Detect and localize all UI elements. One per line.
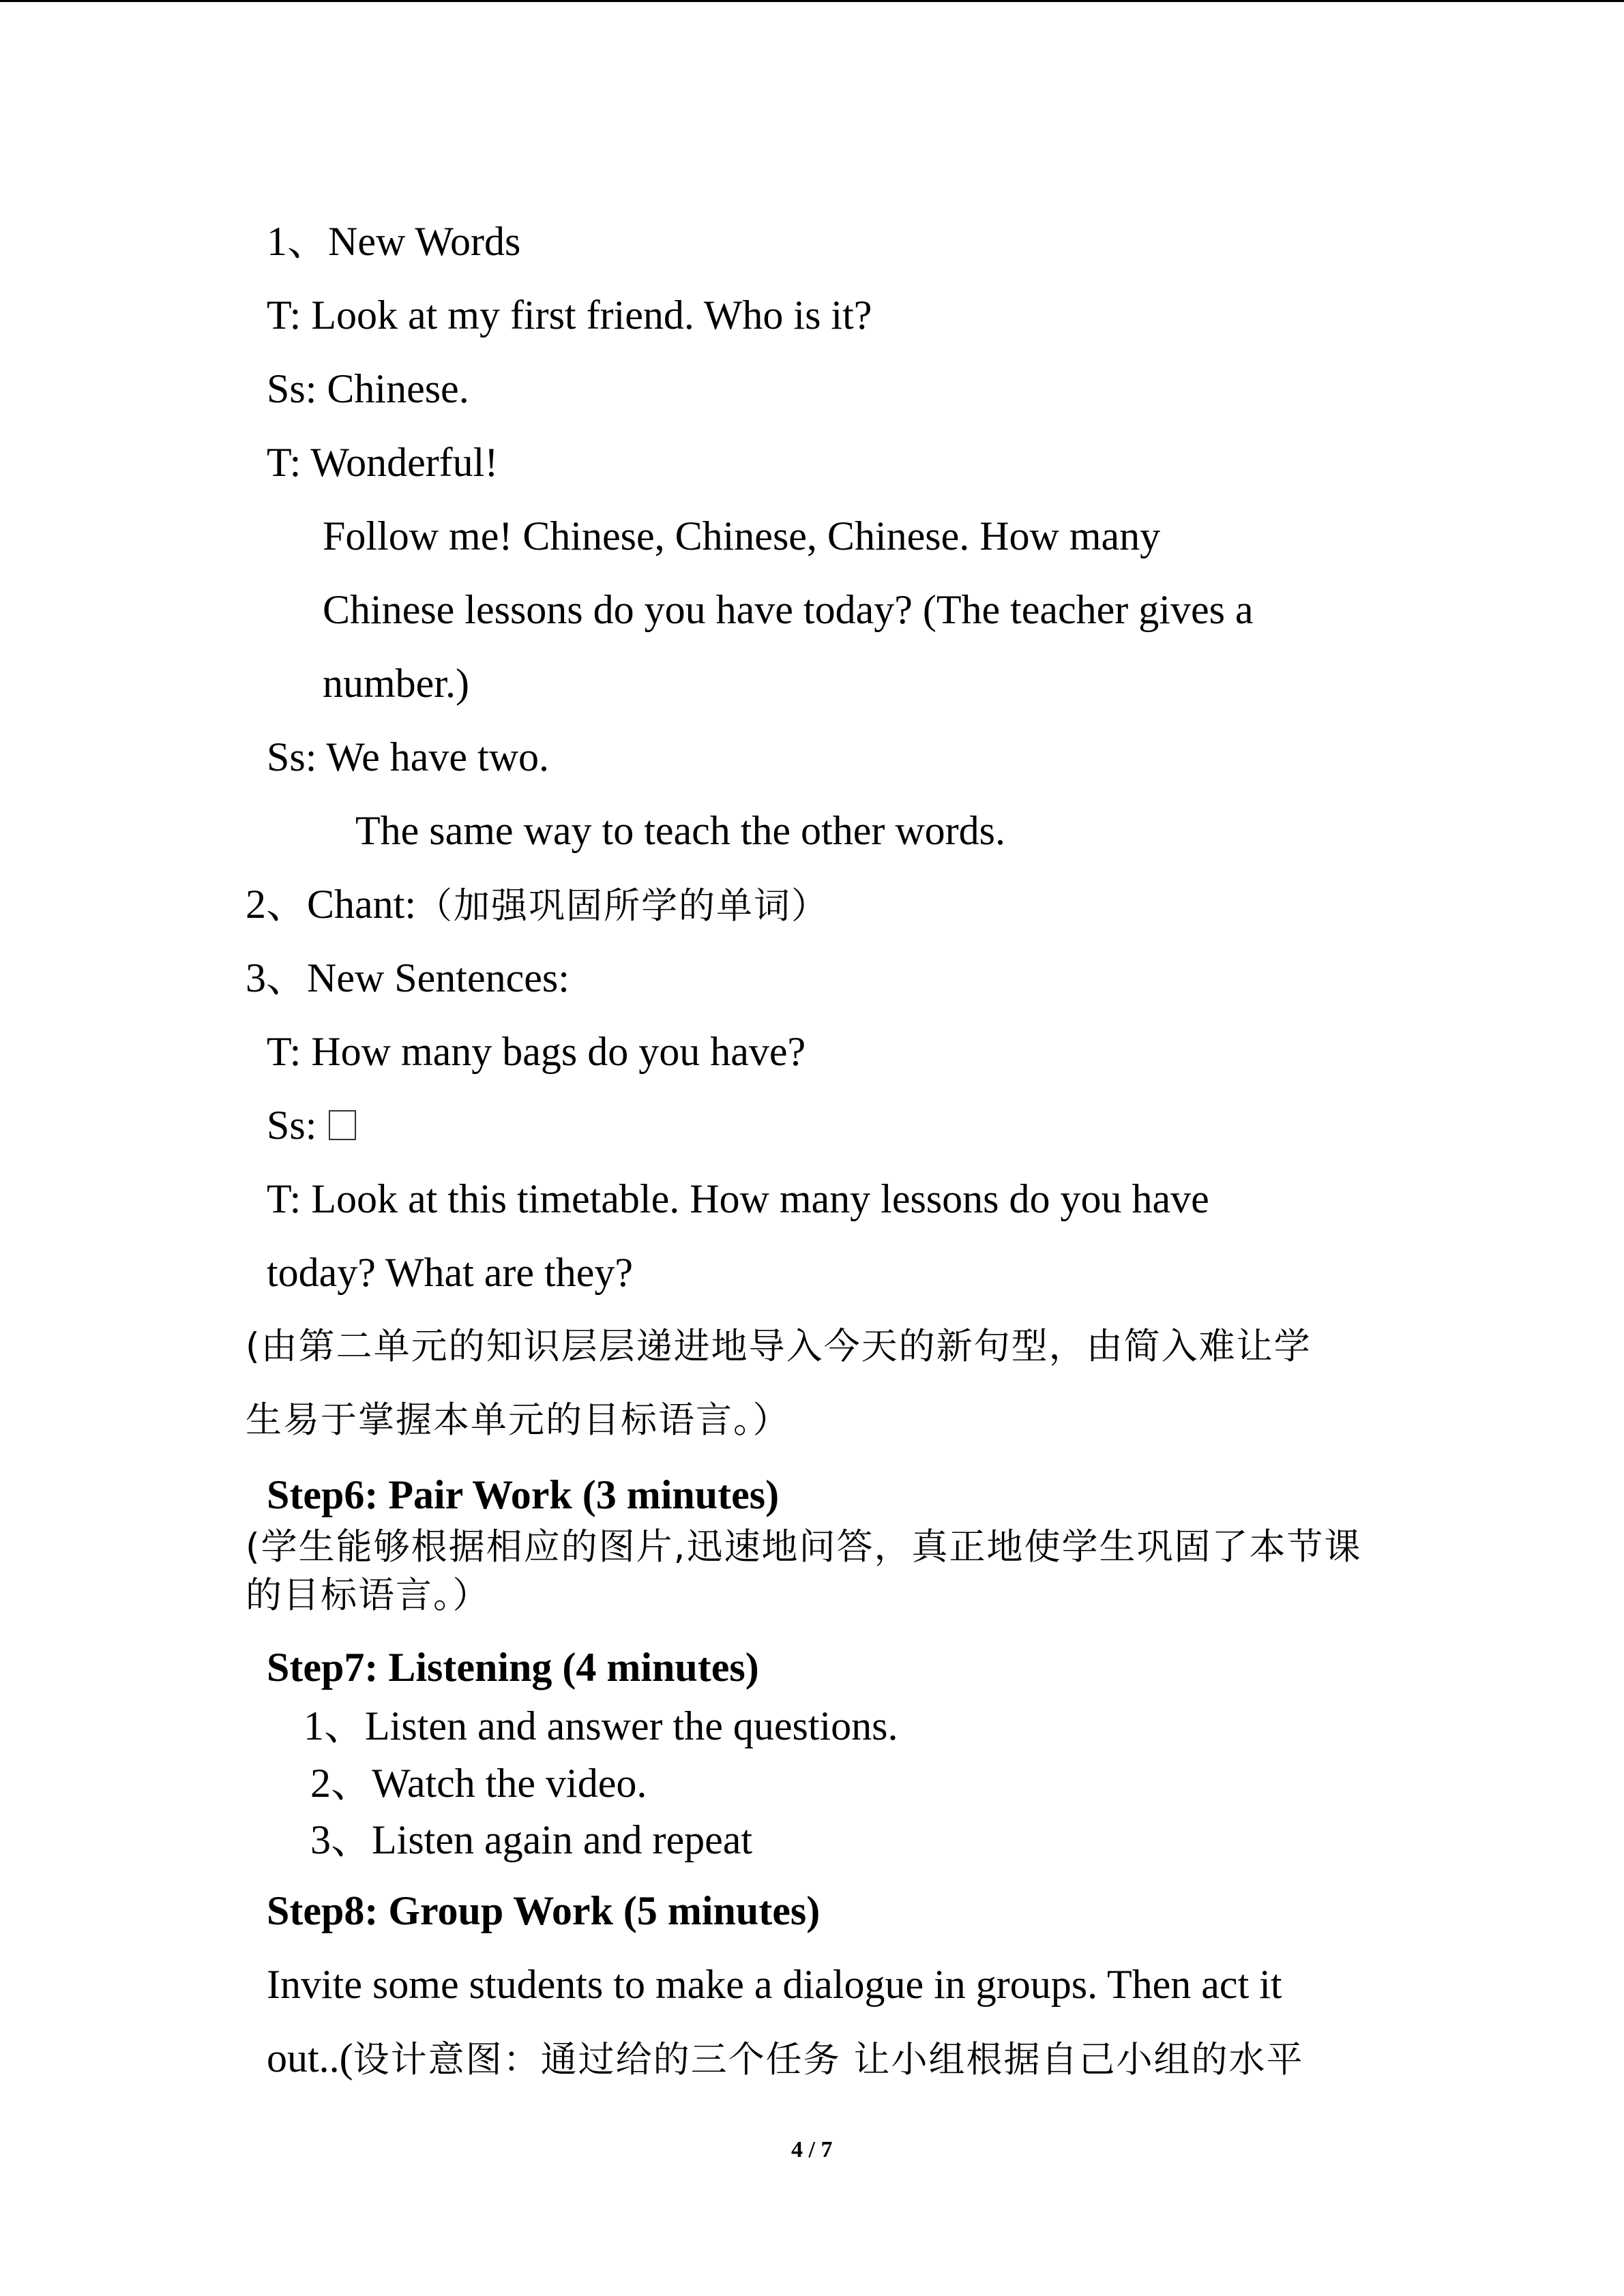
chant-label: 2、Chant: [246, 882, 416, 927]
students-reply-label: Ss: [267, 1103, 317, 1148]
chant-note: （加强巩固所学的单词） [416, 885, 829, 927]
listening-task-item: 2、Watch the video. [310, 1761, 647, 1806]
section-new-words-heading: 1、New Words [267, 219, 521, 264]
step7-heading: Step7: Listening (4 minutes) [267, 1645, 759, 1690]
dialogue-line: Ss: Chinese. [267, 366, 469, 411]
instruction-line: The same way to teach the other words. [355, 808, 1005, 853]
step8-heading: Step8: Group Work (5 minutes) [267, 1888, 821, 1933]
missing-glyph-box [329, 1110, 356, 1140]
design-note-line: (由第二单元的知识层层递进地导入今天的新句型，由简入难让学 [246, 1326, 1312, 1367]
dialogue-line: Ss: We have two. [267, 734, 550, 779]
design-note-line: 的目标语言。） [246, 1575, 490, 1616]
step6-heading: Step6: Pair Work (3 minutes) [267, 1472, 780, 1517]
dialogue-line: T: Look at this timetable. How many lessons do you have [267, 1176, 1209, 1221]
group-work-line [267, 2036, 1304, 2081]
design-note-line: (学生能够根据相应的图片,迅速地问答，真正地使学生巩固了本节课 [246, 1526, 1362, 1568]
group-work-text: out..( [267, 2036, 353, 2081]
listening-task-item: 1、Listen and answer the questions. [304, 1703, 898, 1748]
section-chant-heading [246, 884, 829, 925]
dialogue-line: T: Look at my first friend. Who is it? [267, 293, 872, 338]
section-new-sentences-heading: 3、New Sentences: [246, 955, 570, 1000]
dialogue-line [267, 1105, 356, 1146]
group-work-line: Invite some students to make a dialogue in groups. Then act it [267, 1962, 1282, 2007]
dialogue-line: number.) [323, 661, 469, 706]
design-intent-note: 设计意图：通过给的三个任务 让小组根据自己小组的水平 [353, 2039, 1304, 2081]
listening-task-item: 3、Listen again and repeat [310, 1817, 753, 1862]
dialogue-line: Chinese lessons do you have today? (The teacher gives a [323, 587, 1254, 632]
dialogue-line: T: Wonderful! [267, 440, 499, 485]
page-number: 4 / 7 [791, 2137, 833, 2162]
dialogue-line: T: How many bags do you have? [267, 1029, 806, 1074]
dialogue-line: Follow me! Chinese, Chinese, Chinese. How many [323, 513, 1161, 558]
top-border-rule [0, 0, 1624, 2]
design-note-line: 生易于掌握本单元的目标语言。） [246, 1399, 791, 1441]
dialogue-line: today? What are they? [267, 1250, 633, 1295]
